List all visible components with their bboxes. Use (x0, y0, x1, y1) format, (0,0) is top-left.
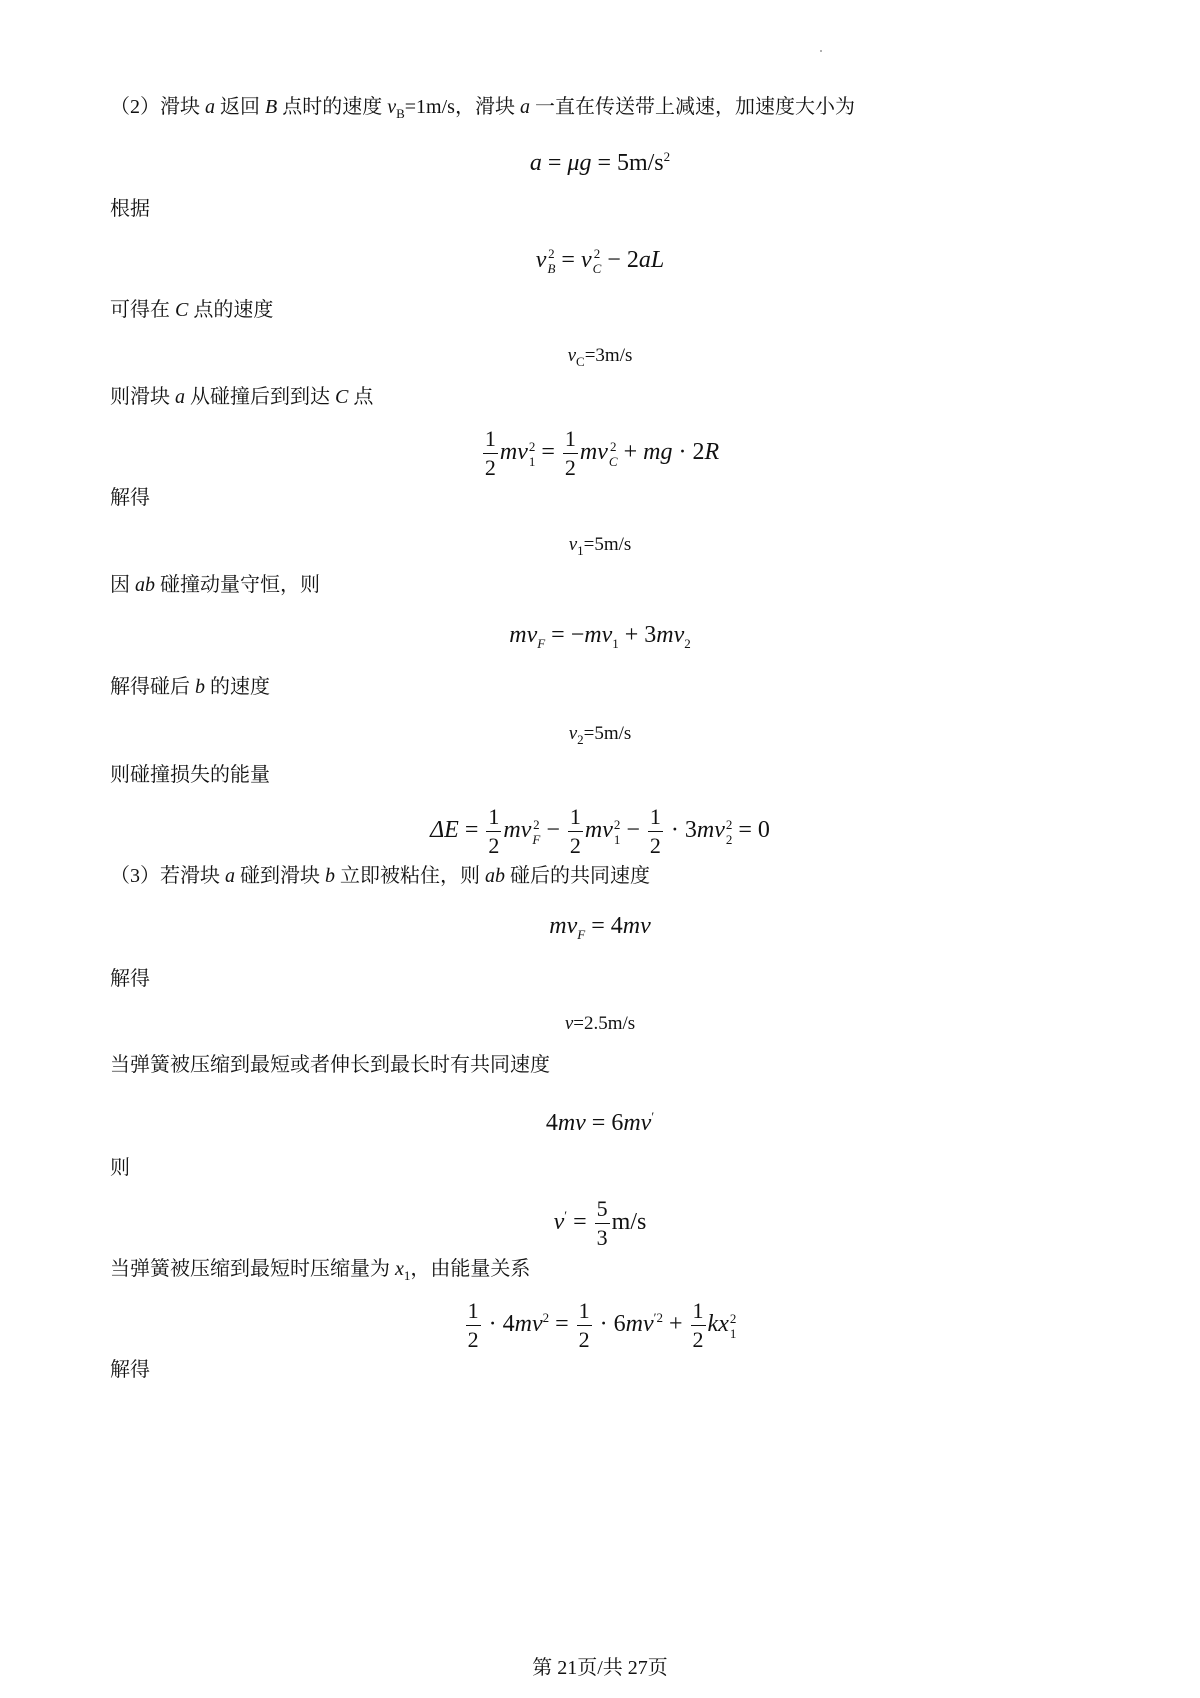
paragraph-12: 则 (110, 1157, 130, 1179)
paragraph-2: 根据 (110, 198, 150, 220)
paragraph-1: （2）滑块 a 返回 B 点时的速度 $v_B=1m/s$，滑块 a 一直在传送带上减速，加速度大小为 (110, 96, 855, 121)
equation-v-prime: v′ = $\frac{5}{3}$ m/s (553, 1196, 647, 1250)
equation-v1: $v_1=5m/s$ (568, 534, 632, 558)
equation-spring-momentum: 4mv = 6mv′ (545, 1109, 655, 1136)
equation-energy-1: $\frac{1}{2}$ mv 2 1 = $\frac{1}{2}$ mv 2 C + mg · 2R (484, 426, 720, 480)
equation-momentum: $mv_F = -mv_1 + 3mv_2$ (509, 622, 691, 651)
equation-v2: $v_2=5m/s$ (568, 723, 632, 747)
paragraph-8: 则碰撞损失的能量 (110, 764, 270, 786)
paragraph-9: （3）若滑块 a 碰到滑块 b 立即被粘住，则 ab 碰后的共同速度 (110, 865, 650, 887)
equation-acceleration: $a = \mu g = 5m/s^2$ (529, 149, 671, 176)
paragraph-4: 则滑块 a 从碰撞后到到达 C 点 (110, 386, 374, 408)
equation-energy-loss: ΔE = $\frac{1}{2}$ mv 2 F − $\frac{1}{2}$ mv 2 1 − $\frac{1}{2}$ · 3mv 2 2 = 0 (430, 804, 770, 858)
paragraph-10: 解得 (110, 968, 150, 990)
equation-vc: $v_C=3m/s$ (567, 345, 633, 369)
equation-common-velocity: $mv_F = 4mv$ (549, 913, 651, 942)
paragraph-3: 可得在 C 点的速度 (110, 299, 274, 321)
equation-v: v=2.5m/s (564, 1013, 636, 1034)
paragraph-7: 解得碰后 b 的速度 (110, 676, 270, 698)
paragraph-5: 解得 (110, 487, 150, 509)
scan-dot (820, 50, 822, 52)
paragraph-14: 解得 (110, 1359, 150, 1381)
equation-kinematics: v 2 B = v 2 C − 2aL (535, 246, 665, 277)
equation-spring-energy: $\frac{1}{2}$ · $4mv^2$ = $\frac{1}{2}$ · $6mv^{'2}$ + $\frac{1}{2}$ kx 2 1 (467, 1298, 737, 1352)
paragraph-13: 当弹簧被压缩到最短时压缩量为 $x_1$，由能量关系 (110, 1258, 531, 1283)
paragraph-11: 当弹簧被压缩到最短或者伸长到最长时有共同速度 (110, 1054, 550, 1076)
page-number: 第 21页/共 27页 (532, 1657, 668, 1679)
paragraph-6: 因 ab 碰撞动量守恒，则 (110, 574, 320, 596)
